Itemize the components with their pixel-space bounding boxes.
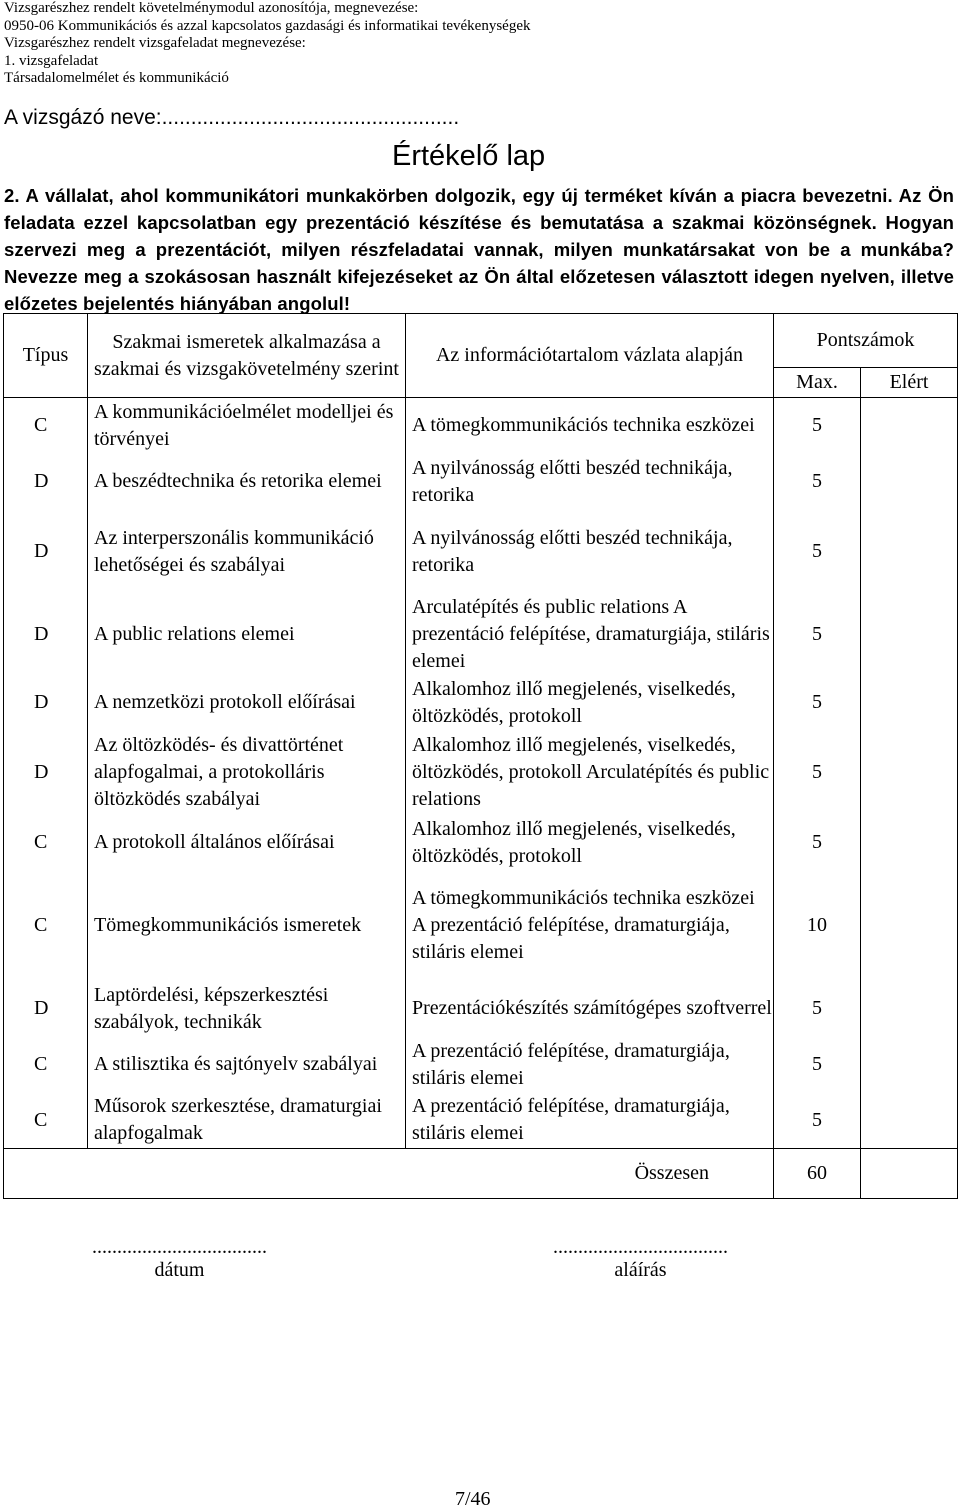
table-row [4, 731, 958, 815]
row-max-points: 5 [774, 510, 861, 594]
row-achieved-points [861, 731, 958, 815]
row-type: C [4, 871, 88, 981]
header-line: Társadalomelmélet és kommunikáció [4, 70, 229, 87]
header-line: Vizsgarészhez rendelt vizsgafeladat megnevezése: [4, 35, 306, 52]
header-type: Típus [4, 314, 88, 398]
row-outline: Alkalomhoz illő megjelenés, viselkedés, öltözködés, protokoll [406, 815, 774, 871]
row-outline: A tömegkommunikációs technika eszközei [406, 398, 774, 454]
total-achieved [861, 1149, 958, 1199]
row-achieved-points [861, 594, 958, 675]
row-outline: A prezentáció felépítése, dramaturgiája, stiláris elemei [406, 1093, 774, 1149]
row-max-points: 5 [774, 1093, 861, 1149]
table-row [4, 594, 958, 675]
table-row [4, 510, 958, 594]
table-row [4, 398, 958, 454]
row-knowledge: A kommunikációelmélet modelljei és törvényei [88, 398, 406, 454]
task-description: 2. A vállalat, ahol kommunikátori munkakörben dolgozik, egy új terméket kíván a piacra bevezetni. Az Ön feladata ezzel kapcsolatban egy prezentáció készítése és bemutatása a szakmai közönségnek. Hogyan szervezi meg a prezentációt, milyen részfeladatai vannak, milyen munkatársakat von be a munkába? Nevezze meg a szokásosan használt kifejezéseket az Ön által előzetesen választott idegen nyelven, illetve előzetes bejelentés hiányában angolul! [4, 185, 954, 314]
row-max-points: 5 [774, 675, 861, 731]
row-max-points: 5 [774, 1037, 861, 1093]
row-achieved-points [861, 815, 958, 871]
row-type: D [4, 675, 88, 731]
total-label [4, 1149, 774, 1199]
row-type: D [4, 510, 88, 594]
row-max-points: 10 [774, 871, 861, 981]
row-knowledge: Az interperszonális kommunikáció lehetőségei és szabályai [88, 510, 406, 594]
row-achieved-points [861, 1037, 958, 1093]
signature-label: aláírás [614, 1259, 667, 1281]
page-number: 7/46 [455, 1488, 491, 1510]
row-max-points: 5 [774, 981, 861, 1037]
header-line: Vizsgarészhez rendelt követelménymodul azonosítója, megnevezése: [4, 0, 419, 16]
header-achieved: Elért [861, 368, 958, 398]
row-knowledge: A public relations elemei [88, 594, 406, 675]
row-outline: A nyilvánosság előtti beszéd technikája, retorika [406, 454, 774, 510]
row-type: D [4, 731, 88, 815]
header-max: Max. [774, 368, 861, 398]
table-row [4, 815, 958, 871]
table-row [4, 981, 958, 1037]
table-row [4, 675, 958, 731]
row-outline: Alkalomhoz illő megjelenés, viselkedés, öltözködés, protokoll [406, 675, 774, 731]
table-row [4, 1037, 958, 1093]
header-line: 0950-06 Kommunikációs és azzal kapcsolatos gazdasági és informatikai tevékenységek [4, 17, 531, 34]
row-outline: Alkalomhoz illő megjelenés, viselkedés, öltözködés, protokoll Arculatépítés és public relations [406, 731, 774, 815]
signature-dots: ................................... [553, 1236, 728, 1258]
header-knowledge: Szakmai ismeretek alkalmazása a szakmai és vizsgakövetelmény szerint [88, 314, 406, 398]
candidate-name-field: A vizsgázó neve:................................................... [4, 106, 460, 129]
header-outline: Az információtartalom vázlata alapján [406, 314, 774, 398]
row-outline: Prezentációkészítés számítógépes szoftverrel [406, 981, 774, 1037]
row-achieved-points [861, 675, 958, 731]
row-type: D [4, 981, 88, 1037]
row-max-points: 5 [774, 454, 861, 510]
signature-block [553, 1236, 728, 1282]
date-label: dátum [154, 1259, 205, 1281]
row-max-points: 5 [774, 731, 861, 815]
row-achieved-points [861, 871, 958, 981]
row-outline: A nyilvánosság előtti beszéd technikája, retorika [406, 510, 774, 594]
row-type: D [4, 594, 88, 675]
header-line: 1. vizsgafeladat [4, 52, 99, 69]
row-knowledge: A stilisztika és sajtónyelv szabályai [88, 1037, 406, 1093]
document-header [4, 0, 531, 88]
row-achieved-points [861, 398, 958, 454]
row-max-points: 5 [774, 398, 861, 454]
date-signature [92, 1236, 267, 1282]
row-type: C [4, 815, 88, 871]
row-max-points: 5 [774, 815, 861, 871]
row-knowledge: Az öltözködés- és divattörténet alapfogalmai, a protokolláris öltözködés szabályai [88, 731, 406, 815]
row-knowledge: A beszédtechnika és retorika elemei [88, 454, 406, 510]
total-value: 60 [774, 1149, 861, 1199]
row-knowledge: Laptördelési, képszerkesztési szabályok, technikák [88, 981, 406, 1037]
row-achieved-points [861, 981, 958, 1037]
row-achieved-points [861, 1093, 958, 1149]
row-outline: A prezentáció felépítése, dramaturgiája, stiláris elemei [406, 1037, 774, 1093]
row-outline: A tömegkommunikációs technika eszközei A prezentáció felépítése, dramaturgiája, stiláris elemei [406, 871, 774, 981]
row-knowledge: Tömegkommunikációs ismeretek [88, 871, 406, 981]
row-knowledge: Műsorok szerkesztése, dramaturgiai alapfogalmak [88, 1093, 406, 1149]
total-label-text: Összesen [634, 1162, 709, 1184]
row-max-points: 5 [774, 594, 861, 675]
row-type: C [4, 1093, 88, 1149]
row-knowledge: A nemzetközi protokoll előírásai [88, 675, 406, 731]
evaluation-table [3, 313, 958, 1199]
row-type: D [4, 454, 88, 510]
row-knowledge: A protokoll általános előírásai [88, 815, 406, 871]
table-row [4, 871, 958, 981]
page-title: Értékelő lap [392, 140, 546, 172]
row-type: C [4, 1037, 88, 1093]
row-achieved-points [861, 510, 958, 594]
row-achieved-points [861, 454, 958, 510]
row-type: C [4, 398, 88, 454]
date-dots: ................................... [92, 1236, 267, 1258]
header-points: Pontszámok [774, 314, 958, 368]
row-outline: Arculatépítés és public relations A prezentáció felépítése, dramaturgiája, stiláris elemei [406, 594, 774, 675]
table-row [4, 1093, 958, 1149]
table-row [4, 454, 958, 510]
